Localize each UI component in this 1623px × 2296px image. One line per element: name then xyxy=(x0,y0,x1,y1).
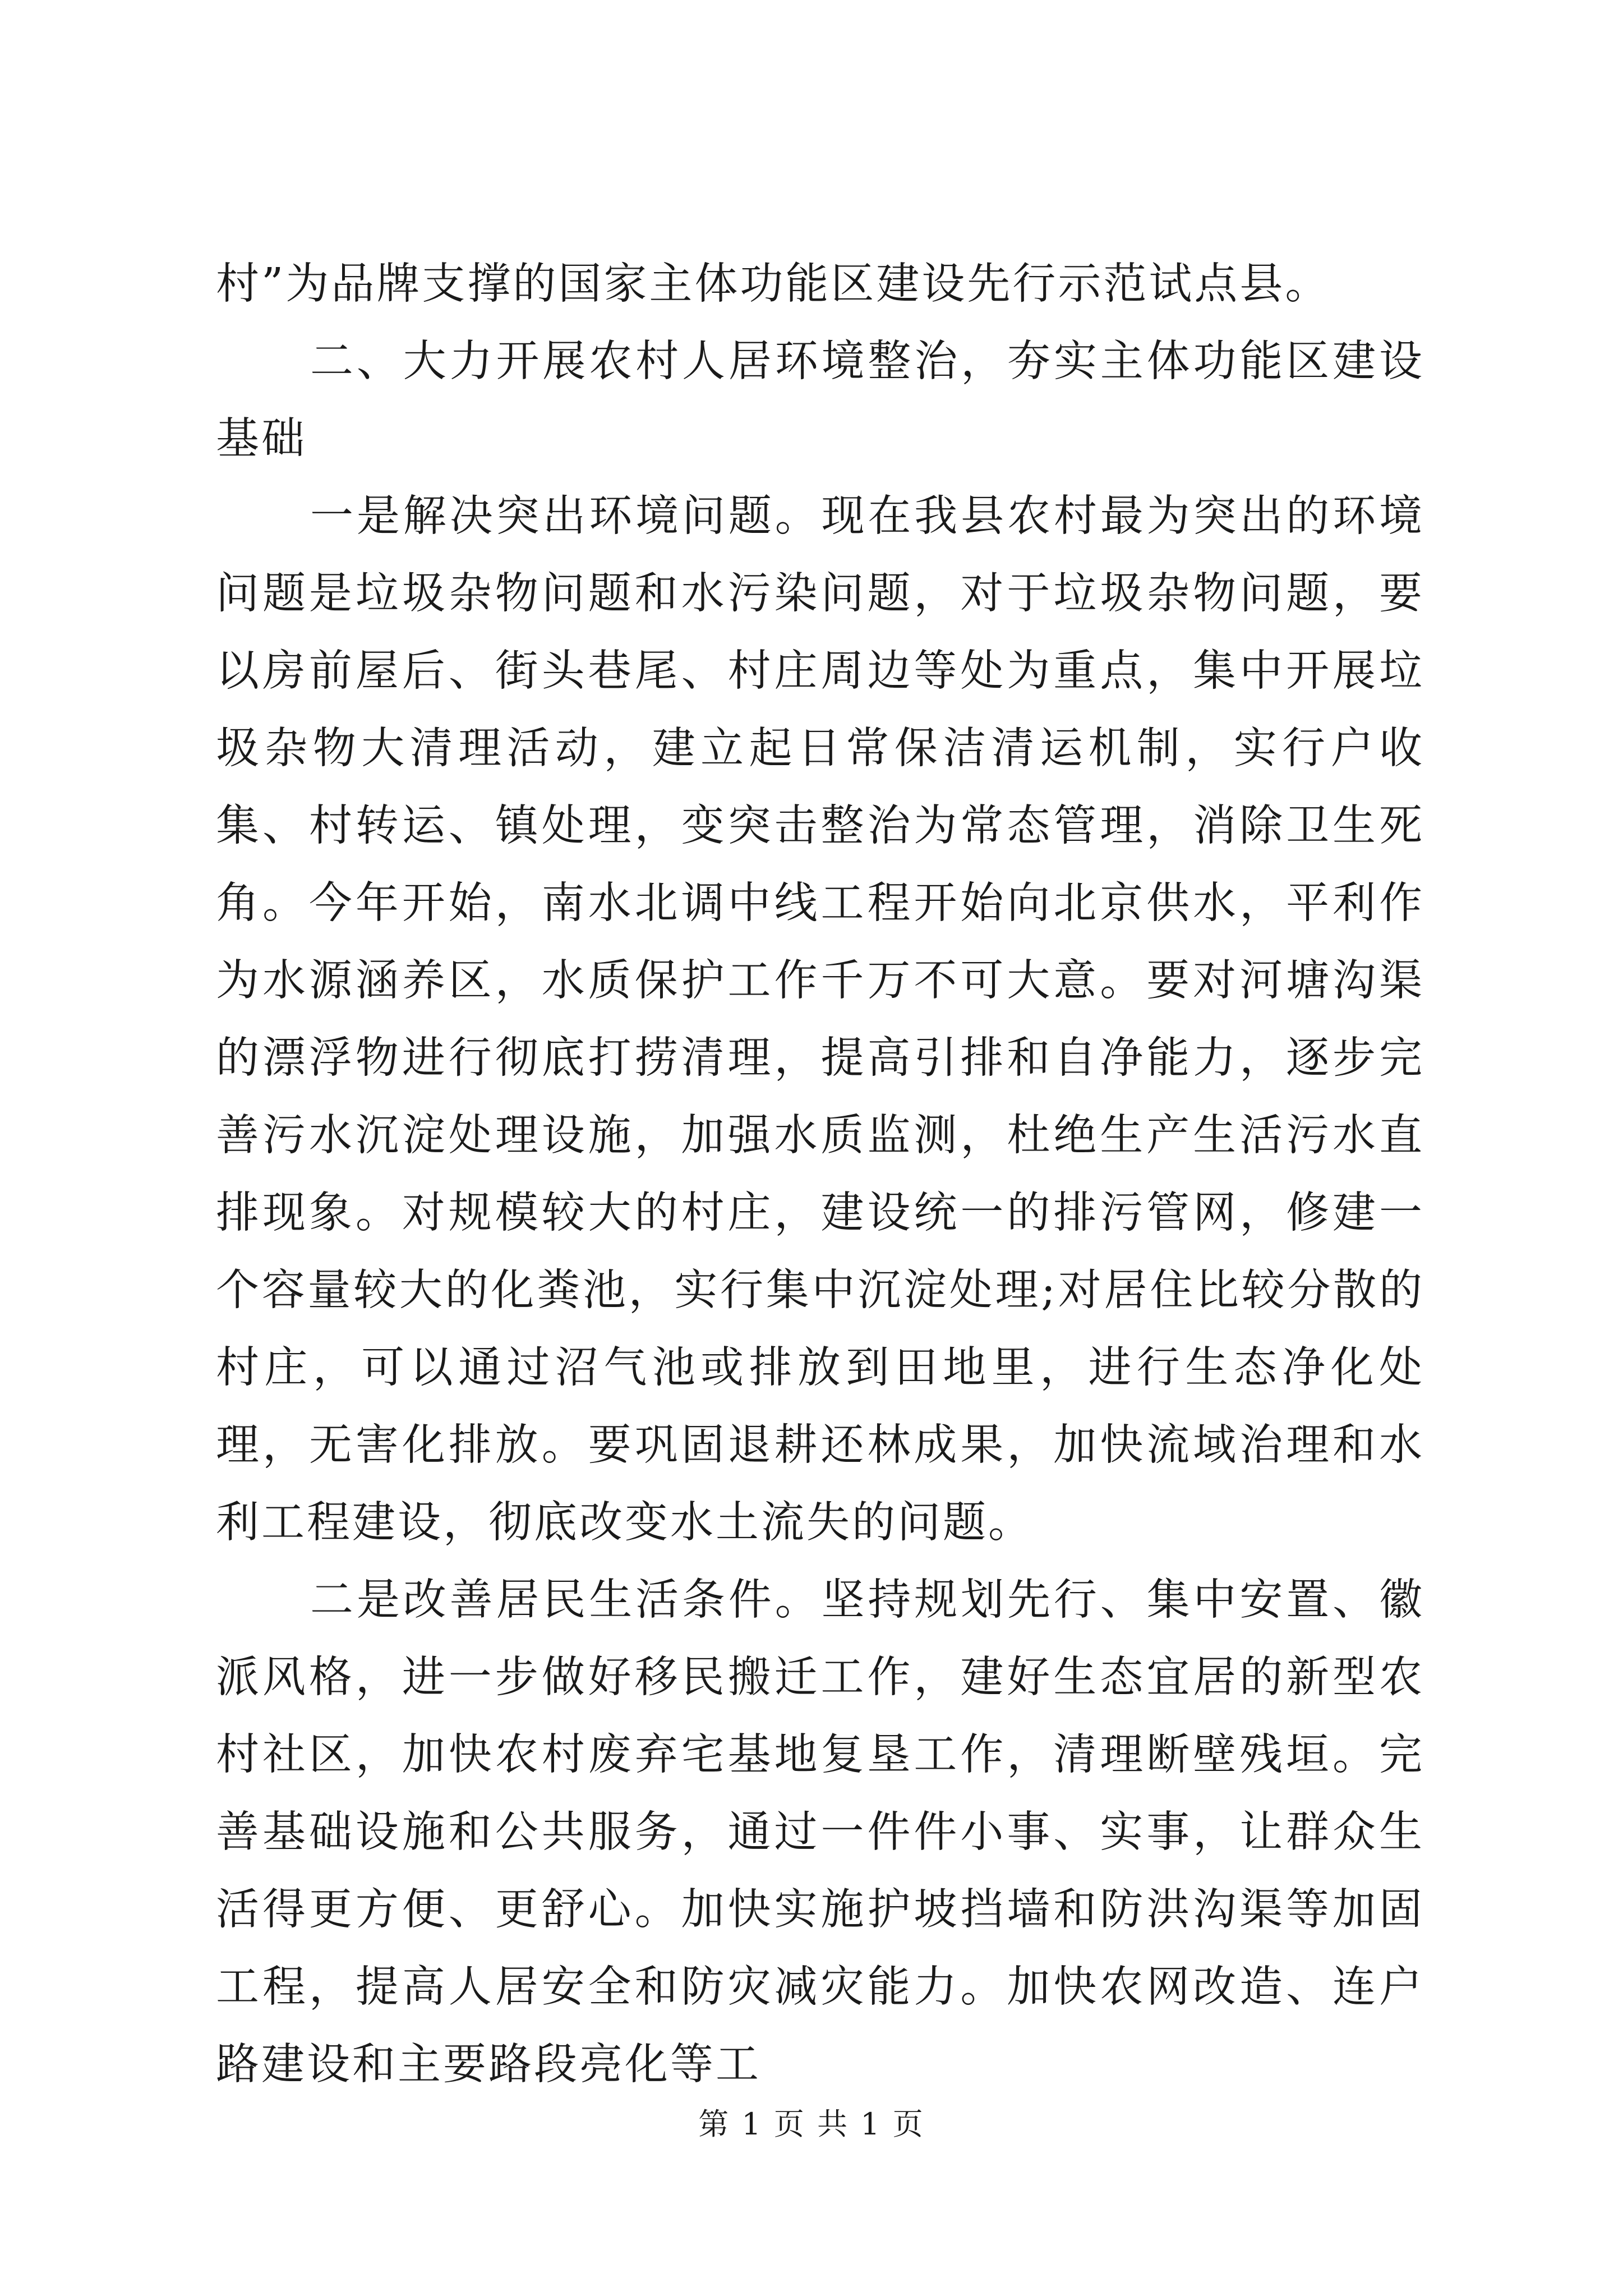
section-heading: 二、大力开展农村人居环境整治，夯实主体功能区建设基础 xyxy=(216,337,1424,464)
page-footer: 第 1 页 共 1 页 xyxy=(698,2106,925,2142)
paragraph-living-conditions: 二是改善居民生活条件。坚持规划先行、集中安置、徽派风格，进一步做好移民搬迁工作，建好生态宜居的新型农村社区，加快农村废弃宅基地复垦工作，清理断壁残垣。完善基础设施和公共服务，通过一件件小事、实事，让群众生活得更方便、更舒心。加快实施护坡挡墙和防洪沟渠等加固工程，提高人居安全和防灾减灾能力。加快农网改造、连户路建设和主要路段亮化等工 xyxy=(216,1575,1424,2090)
paragraph-continuation: 村”为品牌支撑的国家主体功能区建设先行示范试点县。 xyxy=(216,259,1331,309)
paragraph-environment-issues: 一是解决突出环境问题。现在我县农村最为突出的环境问题是垃圾杂物问题和水污染问题，对于垃圾杂物问题，要以房前屋后、街头巷尾、村庄周边等处为重点，集中开展垃圾杂物大清理活动，建立起日常保洁清运机制，实行户收集、村转运、镇处理，变突击整治为常态管理，消除卫生死角。今年开始，南水北调中线工程开始向北京供水，平利作为水源涵养区，水质保护工作千万不可大意。要对河塘沟渠的漂浮物进行彻底打捞清理，提高引排和自净能力，逐步完善污水沉淀处理设施，加强水质监测，杜绝生产生活污水直排现象。对规模较大的村庄，建设统一的排污管网，修建一个容量较大的化粪池，实行集中沉淀处理;对居住比较分散的村庄，可以通过沼气池或排放到田地里，进行生态净化处理，无害化排放。要巩固退耕还林成果，加快流域治理和水利工程建设，彻底改变水土流失的问题。 xyxy=(216,491,1424,1548)
document-body xyxy=(216,246,1424,2104)
